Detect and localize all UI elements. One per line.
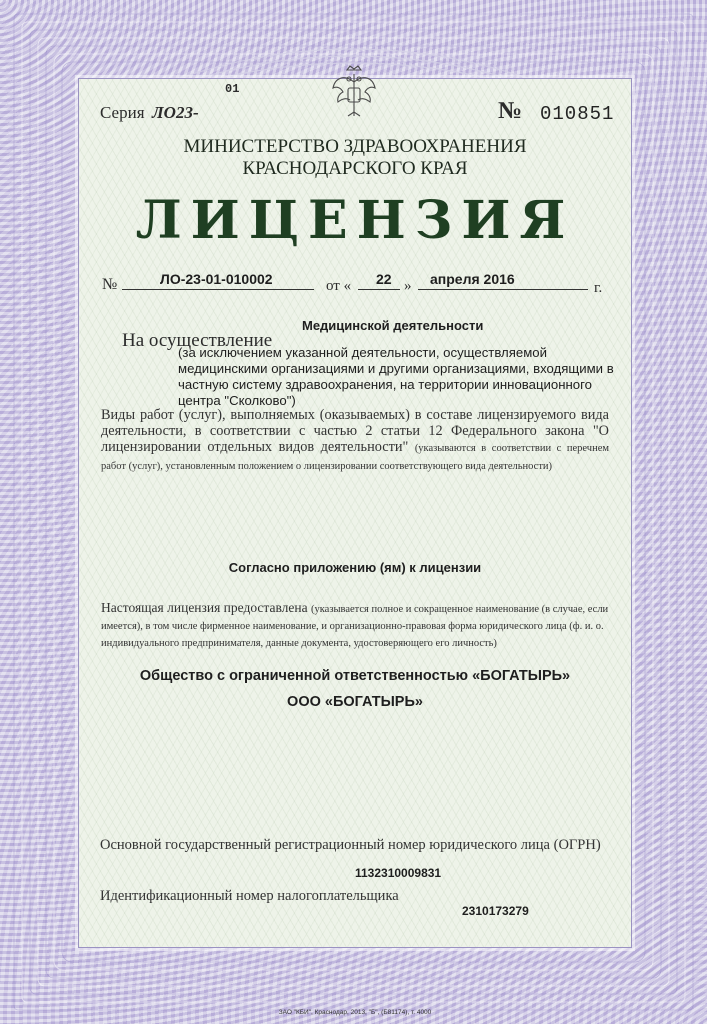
series-value: ЛО23- [152, 103, 199, 122]
license-number: ЛО-23-01-010002 [160, 271, 273, 287]
month-year-underline [418, 289, 588, 290]
activity-name: Медицинской деятельности [302, 318, 484, 333]
ogrn-value: 1132310009831 [355, 866, 442, 880]
license-number-sign: № [102, 276, 118, 293]
ministry-line-1: МИНИСТЕРСТВО ЗДРАВООХРАНЕНИЯ [183, 136, 527, 157]
document-title: ЛИЦЕНЗИЯ [135, 190, 575, 251]
day-close-quote: » [404, 278, 412, 294]
form-number: 010851 [540, 103, 615, 125]
series-label: Серия [100, 103, 145, 122]
works-paragraph [101, 407, 609, 475]
number-sign: № [498, 98, 523, 124]
year-suffix: г. [594, 280, 603, 296]
works-note: (указываются в соответствии с перечнем работ (услуг), установленным положением о лицензировании соответствующего вида деятельности) [101, 443, 609, 472]
license-month-year: апреля 2016 [430, 271, 515, 287]
ministry-name [110, 136, 600, 180]
printer-imprint: ЗАО "КБИ", Краснодар, 2013, "Б", (Б81174), т. 4000 [278, 1009, 432, 1016]
license-day: 22 [376, 271, 392, 287]
ogrn-label: Основной государственный регистрационный номер юридического лица (ОГРН) [100, 837, 601, 853]
appendix-reference: Согласно приложению (ям) к лицензии [228, 560, 482, 575]
license-number-underline [122, 289, 314, 290]
activity-label: На осуществление [122, 330, 273, 351]
organization-full-name: Общество с ограниченной ответственностью «БОГАТЫРЬ» [139, 668, 571, 684]
works-text: Виды работ (услуг), выполняемых (оказываемых) в составе лицензируемого вида деятельности, в соответствии с частью 2 статьи 12 Федерального закона "О лицензировании отдельных видов деятельности" [101, 407, 609, 455]
date-from-label: от « [326, 278, 352, 294]
activity-note: (за исключением указанной деятельности, осуществляемой медицинскими организациями и другими организациями, входящими в частную систему здравоохранения, на территории инновационного центра "Сколково") [178, 345, 614, 408]
inn-label: Идентификационный номер налогоплательщика [100, 888, 399, 904]
coat-of-arms-icon [329, 64, 379, 124]
ministry-line-2: КРАСНОДАРСКОГО КРАЯ [242, 158, 468, 179]
granted-note: (указывается полное и сокращенное наименование (в случае, если имеется), в том числе фирменное наименование, и организационно-правовая форма юридического лица (ф. и. о. индивидуального предпринимателя, данные документа, удостоверяющего его личность) [101, 604, 609, 649]
inn-value: 2310173279 [462, 904, 529, 918]
series-sub-code: 01 [225, 82, 240, 96]
granted-text: Настоящая лицензия предоставлена [101, 600, 308, 615]
granted-paragraph [101, 600, 609, 651]
day-underline [358, 289, 400, 290]
organization-short-name: ООО «БОГАТЫРЬ» [287, 694, 423, 710]
